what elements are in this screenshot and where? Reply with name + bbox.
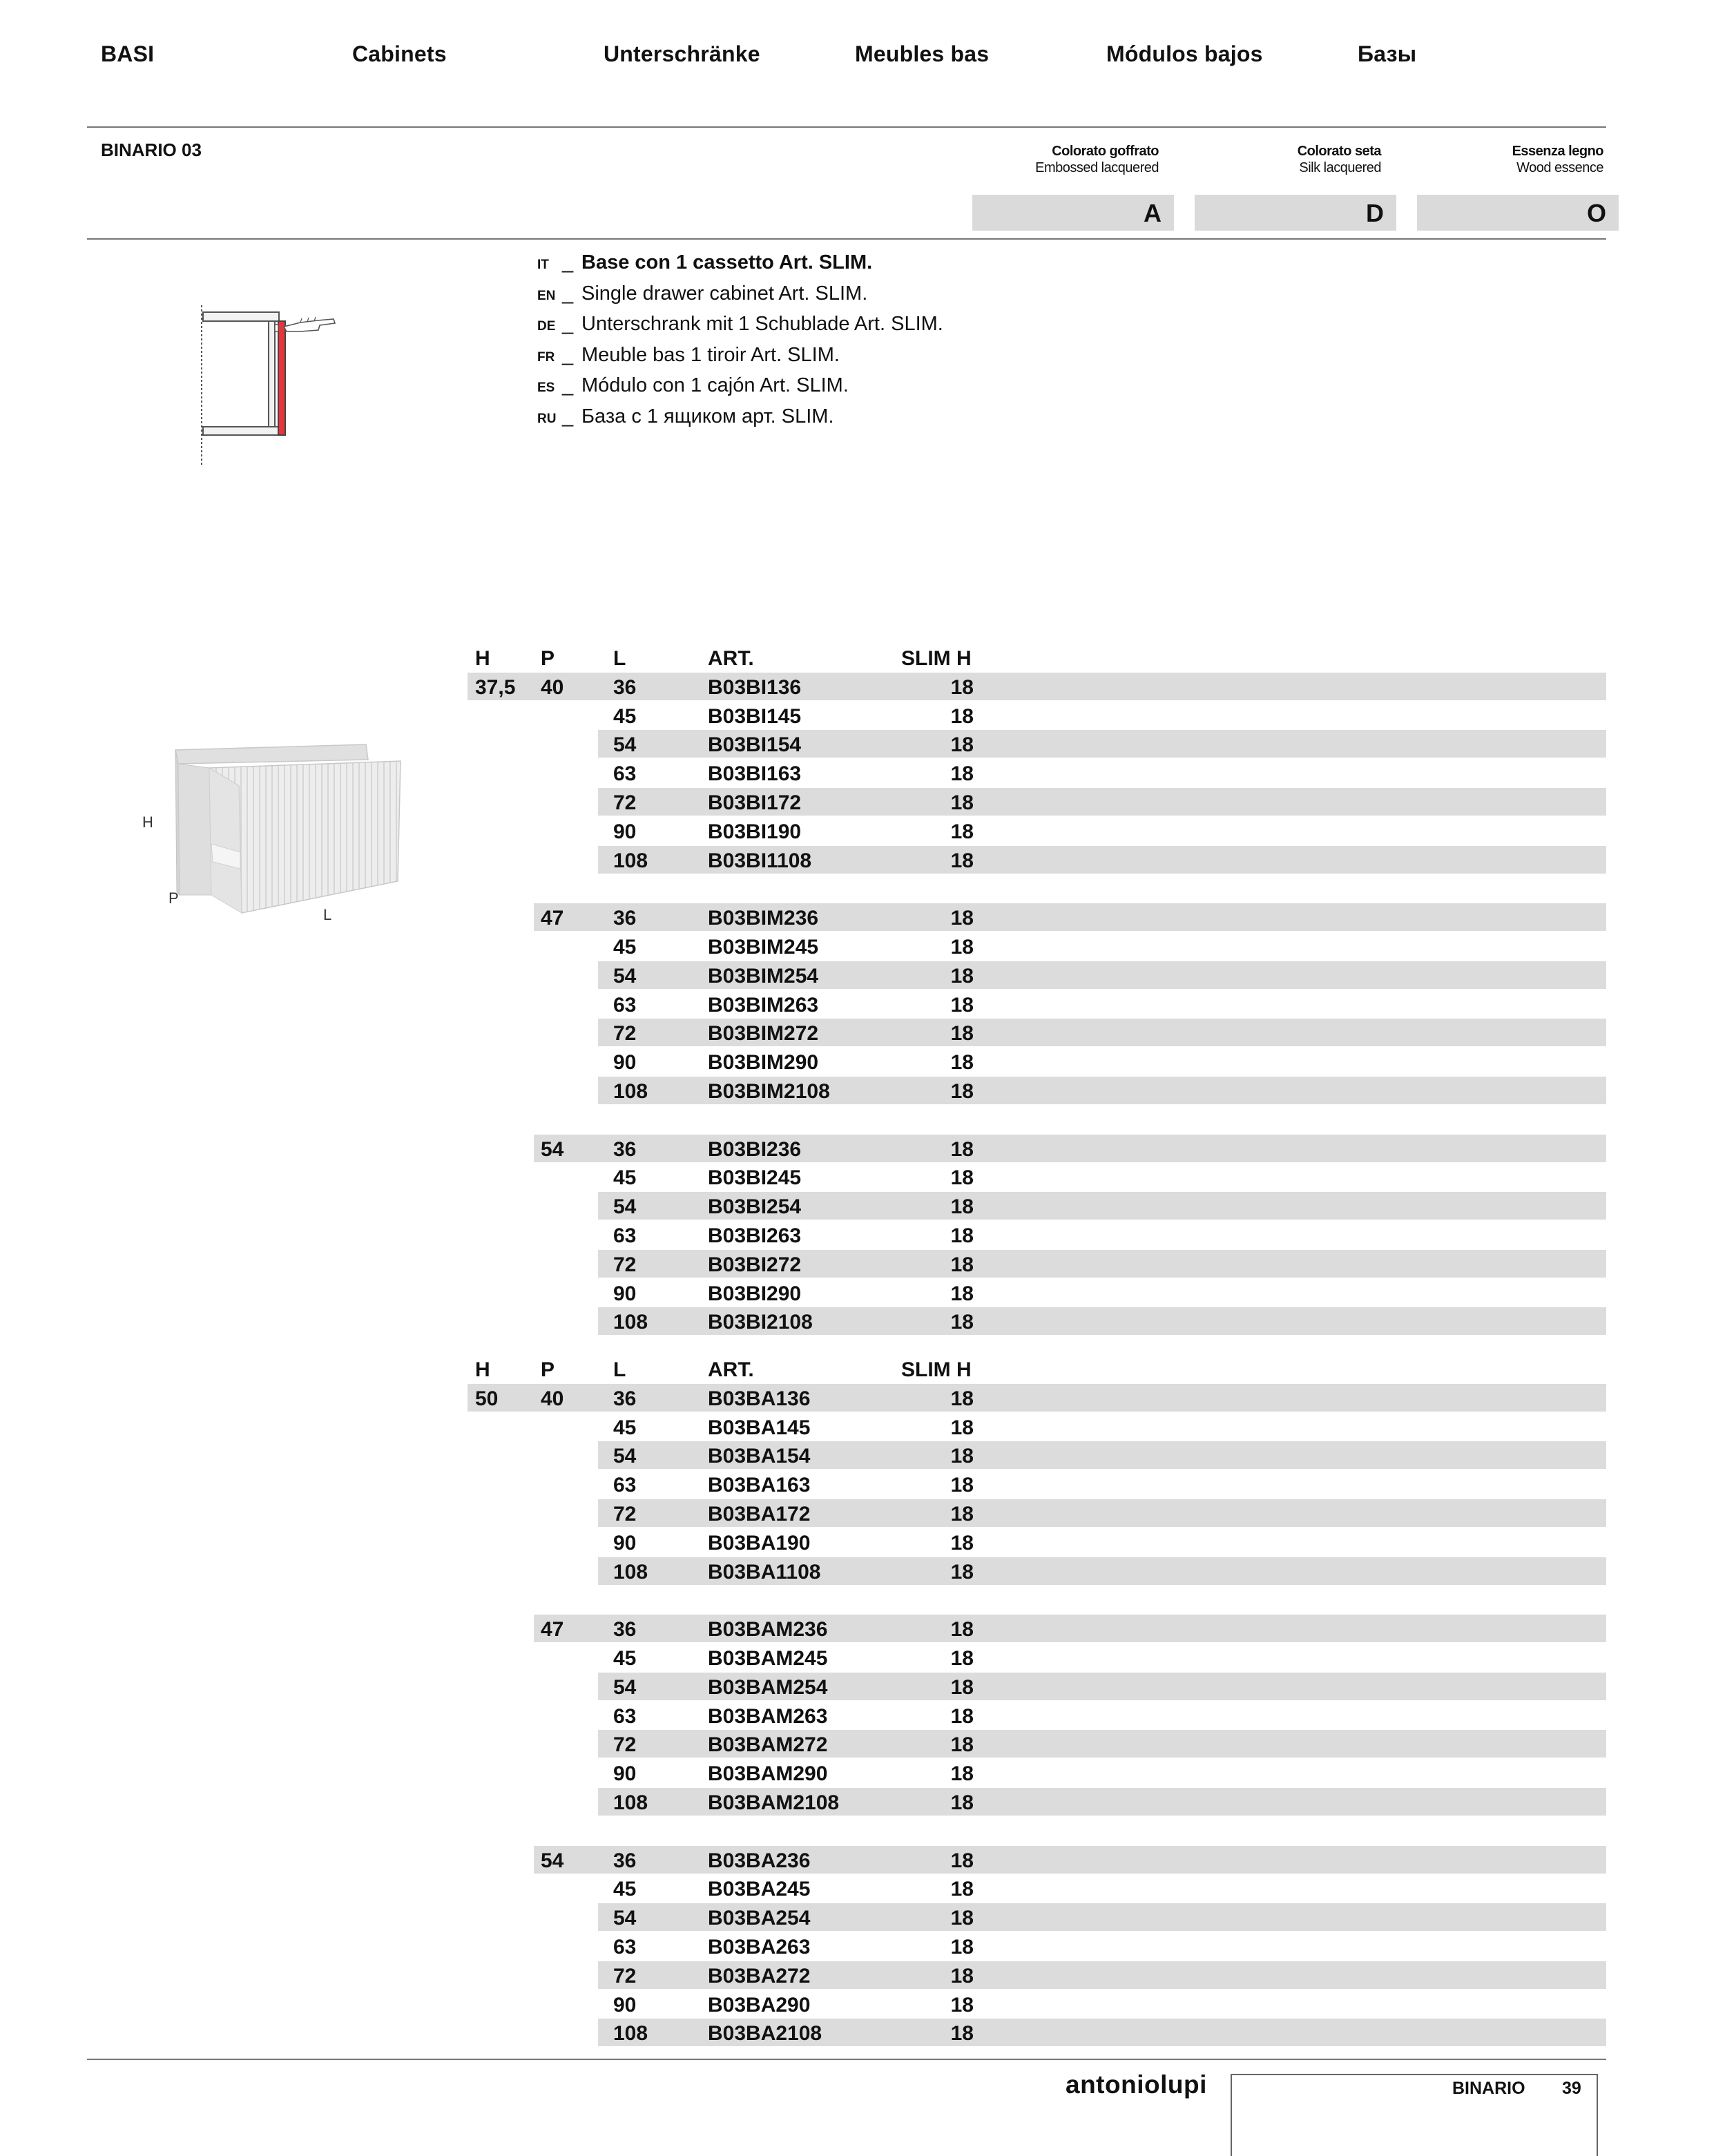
finish-name-en: Wood essence bbox=[1516, 160, 1603, 175]
finish-name-it: Colorato seta bbox=[1297, 144, 1381, 159]
cell-slim-h: 18 bbox=[950, 1762, 974, 1785]
description-text: База с 1 ящиком арт. SLIM. bbox=[581, 405, 834, 427]
column-header-h: H bbox=[475, 647, 490, 670]
header-title-en: Cabinets bbox=[352, 41, 447, 66]
separator: _ bbox=[562, 313, 574, 335]
cell-l: 45 bbox=[613, 1166, 637, 1189]
cell-slim-h: 18 bbox=[950, 676, 974, 699]
column-header-l: L bbox=[613, 1358, 626, 1381]
cell-slim-h: 18 bbox=[950, 907, 974, 930]
column-header-art: ART. bbox=[708, 1358, 754, 1381]
cell-l: 72 bbox=[613, 1022, 637, 1045]
finish-code-o: O bbox=[1417, 195, 1619, 231]
cell-slim-h: 18 bbox=[950, 1618, 974, 1641]
row-band bbox=[468, 673, 1606, 700]
table-row bbox=[0, 1730, 1725, 1758]
description-text: Meuble bas 1 tiroir Art. SLIM. bbox=[581, 343, 840, 366]
table-row bbox=[0, 903, 1725, 931]
cell-art: B03BAM290 bbox=[708, 1762, 828, 1785]
cell-art: B03BI272 bbox=[708, 1253, 802, 1276]
cell-art: B03BI136 bbox=[708, 676, 802, 699]
cell-art: B03BA172 bbox=[708, 1503, 811, 1525]
cell-slim-h: 18 bbox=[950, 762, 974, 785]
column-header-h: H bbox=[475, 1358, 490, 1381]
cell-l: 63 bbox=[613, 1474, 637, 1496]
cell-art: B03BI154 bbox=[708, 733, 802, 756]
cell-l: 108 bbox=[613, 2022, 648, 2045]
cell-art: B03BA263 bbox=[708, 1936, 811, 1958]
column-header-p: P bbox=[541, 647, 555, 670]
cell-h: 50 bbox=[475, 1387, 499, 1410]
cell-l: 54 bbox=[613, 1907, 637, 1929]
cell-art: B03BI236 bbox=[708, 1138, 802, 1161]
separator: _ bbox=[562, 343, 574, 366]
finish-name-en: Embossed lacquered bbox=[1035, 160, 1159, 175]
cell-p: 40 bbox=[541, 1387, 564, 1410]
cell-art: B03BAM2108 bbox=[708, 1791, 840, 1814]
row-band bbox=[468, 1384, 1606, 1412]
finish-name-it: Colorato goffrato bbox=[1052, 144, 1159, 159]
section-divider bbox=[87, 238, 1606, 240]
description-it bbox=[537, 249, 943, 280]
cell-slim-h: 18 bbox=[950, 1994, 974, 2017]
cell-l: 63 bbox=[613, 762, 637, 785]
section-diagram bbox=[197, 304, 345, 470]
cell-slim-h: 18 bbox=[950, 791, 974, 814]
cell-art: B03BA136 bbox=[708, 1387, 811, 1410]
cell-slim-h: 18 bbox=[950, 1224, 974, 1247]
finish-label-a bbox=[952, 143, 1159, 176]
cell-art: B03BA154 bbox=[708, 1445, 811, 1467]
table-row bbox=[0, 1615, 1725, 1642]
header-title-ru: Базы bbox=[1358, 41, 1417, 66]
table-row bbox=[0, 1221, 1725, 1249]
cell-l: 108 bbox=[613, 849, 648, 872]
description-fr bbox=[537, 341, 943, 372]
cell-l: 54 bbox=[613, 733, 637, 756]
cell-l: 45 bbox=[613, 705, 637, 728]
separator: _ bbox=[562, 282, 574, 305]
cell-art: B03BI163 bbox=[708, 762, 802, 785]
table-row bbox=[0, 1557, 1725, 1585]
cell-art: B03BI1108 bbox=[708, 849, 812, 872]
cell-slim-h: 18 bbox=[950, 1051, 974, 1074]
cell-l: 36 bbox=[613, 1849, 637, 1872]
cell-slim-h: 18 bbox=[950, 849, 974, 872]
cell-l: 63 bbox=[613, 1705, 637, 1728]
dimension-l-label: L bbox=[323, 906, 332, 923]
cell-art: B03BIM245 bbox=[708, 936, 819, 959]
cell-p: 54 bbox=[541, 1849, 564, 1872]
cell-art: B03BI172 bbox=[708, 791, 802, 814]
cell-art: B03BI2108 bbox=[708, 1311, 813, 1334]
table-row bbox=[0, 1192, 1725, 1220]
cell-l: 45 bbox=[613, 1416, 637, 1439]
finish-name-it: Essenza legno bbox=[1512, 144, 1603, 159]
column-header-slim: SLIM H bbox=[901, 647, 972, 670]
cell-slim-h: 18 bbox=[950, 1907, 974, 1929]
footer-divider bbox=[87, 2059, 1606, 2060]
finish-label-o bbox=[1396, 143, 1603, 176]
table-row bbox=[0, 961, 1725, 989]
cell-l: 72 bbox=[613, 1965, 637, 1987]
brand-logo: antoniolupi bbox=[1066, 2070, 1207, 2099]
cell-slim-h: 18 bbox=[950, 820, 974, 843]
cell-slim-h: 18 bbox=[950, 1532, 974, 1555]
table-row bbox=[0, 1903, 1725, 1931]
cell-l: 108 bbox=[613, 1791, 648, 1814]
cell-art: B03BI245 bbox=[708, 1166, 802, 1189]
column-header-p: P bbox=[541, 1358, 555, 1381]
table-row bbox=[0, 1702, 1725, 1729]
cell-l: 54 bbox=[613, 1195, 637, 1218]
cell-art: B03BAM254 bbox=[708, 1676, 828, 1699]
table-row bbox=[0, 1048, 1725, 1075]
cell-slim-h: 18 bbox=[950, 1253, 974, 1276]
table-row bbox=[0, 1644, 1725, 1671]
cell-art: B03BI290 bbox=[708, 1282, 802, 1305]
column-header-l: L bbox=[613, 647, 626, 670]
table-row bbox=[0, 990, 1725, 1018]
cell-l: 108 bbox=[613, 1561, 648, 1584]
table-row bbox=[0, 1961, 1725, 1989]
cell-l: 72 bbox=[613, 1253, 637, 1276]
cell-slim-h: 18 bbox=[950, 1705, 974, 1728]
table-row bbox=[0, 702, 1725, 729]
cell-art: B03BA254 bbox=[708, 1907, 811, 1929]
table-row bbox=[0, 1250, 1725, 1278]
cell-slim-h: 18 bbox=[950, 1791, 974, 1814]
cell-art: B03BI263 bbox=[708, 1224, 802, 1247]
cell-l: 45 bbox=[613, 1878, 637, 1900]
cell-slim-h: 18 bbox=[950, 1445, 974, 1467]
cell-slim-h: 18 bbox=[950, 1282, 974, 1305]
cell-slim-h: 18 bbox=[950, 1936, 974, 1958]
cell-slim-h: 18 bbox=[950, 1733, 974, 1756]
table-row bbox=[0, 759, 1725, 787]
cell-slim-h: 18 bbox=[950, 733, 974, 756]
table-row bbox=[0, 846, 1725, 874]
cell-slim-h: 18 bbox=[950, 1166, 974, 1189]
cell-p: 54 bbox=[541, 1138, 564, 1161]
cell-slim-h: 18 bbox=[950, 1080, 974, 1103]
cell-l: 36 bbox=[613, 1138, 637, 1161]
description-de bbox=[537, 310, 943, 341]
cell-l: 72 bbox=[613, 1733, 637, 1756]
cell-slim-h: 18 bbox=[950, 1965, 974, 1987]
column-header-art: ART. bbox=[708, 647, 754, 670]
cell-art: B03BIM290 bbox=[708, 1051, 819, 1074]
cell-art: B03BI190 bbox=[708, 820, 802, 843]
lang-code: DE bbox=[537, 319, 556, 334]
cell-slim-h: 18 bbox=[950, 1849, 974, 1872]
cell-art: B03BIM254 bbox=[708, 965, 819, 988]
cell-art: B03BA145 bbox=[708, 1416, 811, 1439]
table-row bbox=[0, 2019, 1725, 2046]
cell-l: 36 bbox=[613, 907, 637, 930]
table-row bbox=[0, 1499, 1725, 1527]
cell-h: 37,5 bbox=[475, 676, 516, 699]
row-band bbox=[534, 903, 1606, 931]
cell-p: 47 bbox=[541, 907, 564, 930]
description-es bbox=[537, 372, 943, 403]
finish-label-d bbox=[1174, 143, 1381, 176]
cell-l: 90 bbox=[613, 1282, 637, 1305]
cell-l: 36 bbox=[613, 1618, 637, 1641]
cell-l: 45 bbox=[613, 1647, 637, 1670]
table-row bbox=[0, 932, 1725, 960]
cell-slim-h: 18 bbox=[950, 2022, 974, 2045]
table-row bbox=[0, 730, 1725, 758]
cell-art: B03BAM236 bbox=[708, 1618, 828, 1641]
finish-code-d: D bbox=[1195, 195, 1396, 231]
cell-slim-h: 18 bbox=[950, 965, 974, 988]
table-row bbox=[0, 1673, 1725, 1700]
header-title-it: BASI bbox=[101, 41, 155, 66]
header-title-de: Unterschränke bbox=[604, 41, 760, 66]
description-ru bbox=[537, 403, 943, 434]
table-header bbox=[0, 1355, 1725, 1383]
separator: _ bbox=[562, 374, 574, 396]
column-header-slim: SLIM H bbox=[901, 1358, 972, 1381]
cell-l: 45 bbox=[613, 936, 637, 959]
cell-l: 63 bbox=[613, 1224, 637, 1247]
cell-art: B03BA290 bbox=[708, 1994, 811, 2017]
table-row bbox=[0, 788, 1725, 816]
table-row bbox=[0, 1759, 1725, 1787]
lang-code: EN bbox=[537, 288, 556, 303]
cell-l: 90 bbox=[613, 820, 637, 843]
table-header bbox=[0, 644, 1725, 671]
description-en bbox=[537, 280, 943, 311]
cell-slim-h: 18 bbox=[950, 1878, 974, 1900]
cell-slim-h: 18 bbox=[950, 1474, 974, 1496]
cell-l: 36 bbox=[613, 676, 637, 699]
cell-art: B03BIM272 bbox=[708, 1022, 819, 1045]
cell-slim-h: 18 bbox=[950, 1676, 974, 1699]
cell-art: B03BIM2108 bbox=[708, 1080, 830, 1103]
header-title-fr: Meubles bas bbox=[855, 41, 990, 66]
cell-art: B03BAM245 bbox=[708, 1647, 828, 1670]
row-band bbox=[534, 1135, 1606, 1162]
separator: _ bbox=[562, 405, 574, 427]
table-row bbox=[0, 1019, 1725, 1046]
cell-slim-h: 18 bbox=[950, 1561, 974, 1584]
cell-art: B03BIM263 bbox=[708, 994, 819, 1017]
cell-slim-h: 18 bbox=[950, 1022, 974, 1045]
lang-code: FR bbox=[537, 349, 555, 365]
cell-l: 63 bbox=[613, 1936, 637, 1958]
table-row bbox=[0, 1441, 1725, 1469]
separator: _ bbox=[562, 251, 574, 273]
table-row bbox=[0, 1990, 1725, 2018]
finish-name-en: Silk lacquered bbox=[1299, 160, 1381, 175]
table-row bbox=[0, 1528, 1725, 1556]
header-divider bbox=[87, 126, 1606, 128]
cell-slim-h: 18 bbox=[950, 1647, 974, 1670]
cell-l: 54 bbox=[613, 965, 637, 988]
cell-slim-h: 18 bbox=[950, 705, 974, 728]
cell-l: 72 bbox=[613, 1503, 637, 1525]
dimension-h-label: H bbox=[142, 814, 153, 831]
description-list bbox=[537, 249, 943, 433]
cell-art: B03BA236 bbox=[708, 1849, 811, 1872]
description-text: Base con 1 cassetto Art. SLIM. bbox=[581, 251, 873, 273]
cell-art: B03BAM263 bbox=[708, 1705, 828, 1728]
cell-l: 108 bbox=[613, 1311, 648, 1334]
table-row bbox=[0, 1163, 1725, 1191]
cell-slim-h: 18 bbox=[950, 994, 974, 1017]
table-row bbox=[0, 1470, 1725, 1498]
cell-art: B03BA272 bbox=[708, 1965, 811, 1987]
cell-l: 63 bbox=[613, 994, 637, 1017]
description-text: Unterschrank mit 1 Schublade Art. SLIM. bbox=[581, 313, 943, 335]
cell-art: B03BI145 bbox=[708, 705, 802, 728]
cell-art: B03BA1108 bbox=[708, 1561, 821, 1584]
table-row bbox=[0, 1307, 1725, 1335]
cell-l: 90 bbox=[613, 1051, 637, 1074]
cell-art: B03BA2108 bbox=[708, 2022, 822, 2045]
table-row bbox=[0, 1413, 1725, 1441]
cell-p: 47 bbox=[541, 1618, 564, 1641]
table-row bbox=[0, 1077, 1725, 1104]
header-title-es: Módulos bajos bbox=[1106, 41, 1263, 66]
footer-box bbox=[1231, 2074, 1598, 2156]
cell-l: 90 bbox=[613, 1532, 637, 1555]
table-row bbox=[0, 1788, 1725, 1816]
table-row bbox=[0, 673, 1725, 700]
cell-art: B03BI254 bbox=[708, 1195, 802, 1218]
cell-art: B03BA163 bbox=[708, 1474, 811, 1496]
cell-slim-h: 18 bbox=[950, 1416, 974, 1439]
lang-code: ES bbox=[537, 381, 555, 395]
table-row bbox=[0, 1279, 1725, 1307]
table-row bbox=[0, 1874, 1725, 1902]
cell-art: B03BA245 bbox=[708, 1878, 811, 1900]
cell-p: 40 bbox=[541, 676, 564, 699]
cell-l: 90 bbox=[613, 1762, 637, 1785]
cell-slim-h: 18 bbox=[950, 936, 974, 959]
lang-code: RU bbox=[537, 411, 557, 426]
cell-l: 108 bbox=[613, 1080, 648, 1103]
table-row bbox=[0, 1846, 1725, 1874]
cell-slim-h: 18 bbox=[950, 1311, 974, 1334]
footer-collection: BINARIO bbox=[1452, 2079, 1525, 2098]
finish-code-a: A bbox=[972, 195, 1174, 231]
cell-art: B03BAM272 bbox=[708, 1733, 828, 1756]
cell-l: 54 bbox=[613, 1676, 637, 1699]
dimension-p-label: P bbox=[168, 889, 179, 907]
cell-l: 90 bbox=[613, 1994, 637, 2017]
cell-slim-h: 18 bbox=[950, 1503, 974, 1525]
table-row bbox=[0, 817, 1725, 845]
cell-l: 36 bbox=[613, 1387, 637, 1410]
table-row bbox=[0, 1932, 1725, 1960]
series-title: BINARIO 03 bbox=[101, 139, 202, 160]
description-text: Single drawer cabinet Art. SLIM. bbox=[581, 282, 868, 305]
row-band bbox=[534, 1846, 1606, 1874]
description-text: Módulo con 1 cajón Art. SLIM. bbox=[581, 374, 849, 396]
table-row bbox=[0, 1135, 1725, 1162]
cell-slim-h: 18 bbox=[950, 1195, 974, 1218]
lang-code: IT bbox=[537, 258, 549, 272]
cell-l: 72 bbox=[613, 791, 637, 814]
table-row bbox=[0, 1384, 1725, 1412]
cell-art: B03BA190 bbox=[708, 1532, 811, 1555]
cell-slim-h: 18 bbox=[950, 1138, 974, 1161]
cell-l: 54 bbox=[613, 1445, 637, 1467]
row-band bbox=[534, 1615, 1606, 1642]
cell-art: B03BIM236 bbox=[708, 907, 819, 930]
cell-slim-h: 18 bbox=[950, 1387, 974, 1410]
page-number: 39 bbox=[1562, 2079, 1581, 2098]
